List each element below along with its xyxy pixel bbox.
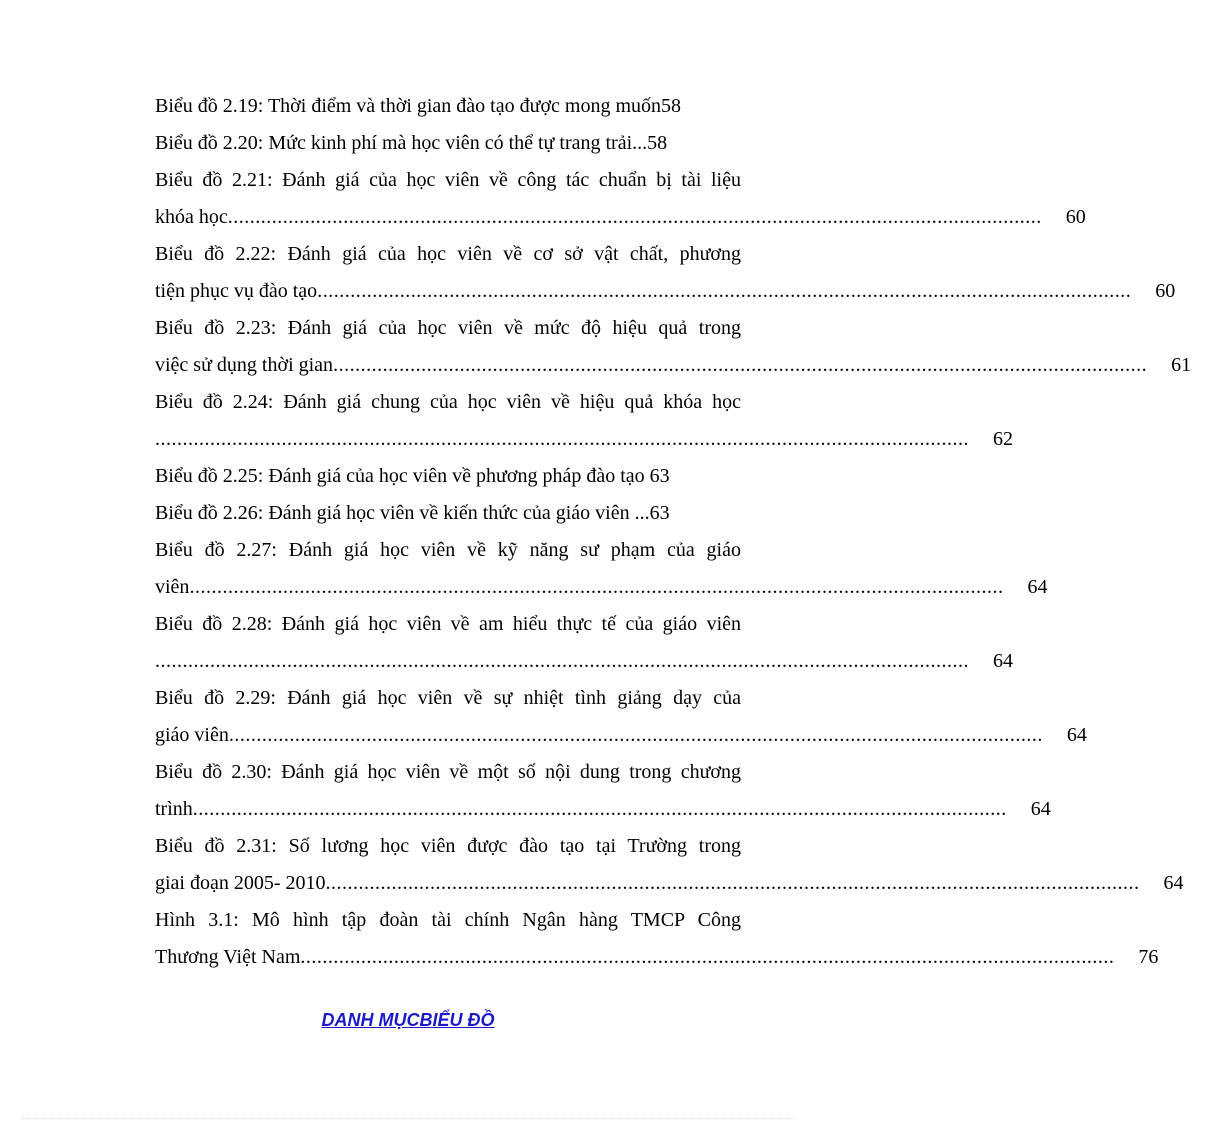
toc-entry-2-27[interactable] xyxy=(155,532,1048,606)
toc-entry-continuation: việc sử dụng thời gian xyxy=(155,354,334,376)
toc-entry-last-line xyxy=(155,717,1087,754)
toc-entry-continuation: giáo viên xyxy=(155,724,229,746)
toc-entry-text: Biểu đồ 2.22: Đánh giá của học viên về cơ sở vật chất, phương xyxy=(155,243,741,265)
toc-entry-text: Biểu đồ 2.25: Đánh giá của học viên về phương pháp đào tạo 63 xyxy=(155,465,670,487)
toc-entry-last-line xyxy=(155,199,1086,236)
toc-entry-text: Biểu đồ 2.26: Đánh giá học viên về kiến thức của giáo viên ...63 xyxy=(155,502,670,524)
toc-entry-2-26[interactable] xyxy=(155,495,741,532)
toc-entry-last-line xyxy=(155,273,1176,310)
toc-page-number: 64 xyxy=(1027,576,1048,598)
toc-entry-text: Biểu đồ 2.31: Số lương học viên được đào tạo tại Trường trong xyxy=(155,835,741,857)
toc-entry-2-21[interactable] xyxy=(155,162,1086,236)
toc-entry-text: Biểu đồ 2.19: Thời điểm và thời gian đào tạo được mong muốn58 xyxy=(155,95,682,117)
toc-entry-continuation: viên xyxy=(155,576,190,598)
toc-page-number: 62 xyxy=(993,428,1013,450)
dot-leader: .................................................................................................................................................... xyxy=(192,798,1007,820)
dot-leader: .................................................................................................................................................... xyxy=(189,576,1004,598)
dot-leader: .................................................................................................................................................... xyxy=(300,946,1115,968)
toc-entry-text: Biểu đồ 2.23: Đánh giá của học viên về mức độ hiệu quả trong xyxy=(155,317,741,339)
toc-page-number: 64 xyxy=(1066,724,1087,746)
toc-entry-2-30[interactable] xyxy=(155,754,1051,828)
toc-entry-2-28[interactable] xyxy=(155,606,1013,680)
toc-entry-2-20[interactable] xyxy=(155,125,741,162)
toc-entry-continuation: Thương Việt Nam xyxy=(155,946,301,968)
toc-entry-last-line xyxy=(155,347,1192,384)
toc-entry-last-line xyxy=(155,643,1013,680)
toc-entry-text: Biểu đồ 2.27: Đánh giá học viên về kỹ năng sư phạm của giáo xyxy=(155,539,741,561)
toc-entry-text: Biểu đồ 2.24: Đánh giá chung của học viên về hiệu quả khóa học xyxy=(155,391,741,413)
toc-entry-text: Hình 3.1: Mô hình tập đoàn tài chính Ngân hàng TMCP Công xyxy=(155,909,741,931)
toc-page-number: 64 xyxy=(1163,872,1184,894)
toc-entry-continuation: tiện phục vụ đào tạo xyxy=(155,280,318,302)
dot-leader: .................................................................................................................................................... xyxy=(333,354,1148,376)
toc-entry-2-25[interactable] xyxy=(155,458,741,495)
toc-page-number: 61 xyxy=(1171,354,1192,376)
toc-page-number: 64 xyxy=(1030,798,1051,820)
toc-entry-last-line xyxy=(155,569,1048,606)
toc-entry-text: Biểu đồ 2.21: Đánh giá của học viên về công tác chuẩn bị tài liệu xyxy=(155,169,741,191)
toc-entry-2-23[interactable] xyxy=(155,310,1192,384)
toc-entry-last-line xyxy=(155,939,1159,976)
toc-page-number: 64 xyxy=(993,650,1013,672)
section-heading-link[interactable]: DANH MỤCBIỂU ĐỒ xyxy=(321,1010,495,1030)
toc-entry-continuation: trình xyxy=(155,798,193,820)
dot-leader: .................................................................................................................................................... xyxy=(325,872,1140,894)
dot-leader: .................................................................................................................................................... xyxy=(227,206,1042,228)
dot-leader: .................................................................................................................................................... xyxy=(155,650,969,672)
toc-page-number: 60 xyxy=(1065,206,1086,228)
toc-entry-last-line xyxy=(155,791,1051,828)
toc-entry-text: Biểu đồ 2.20: Mức kinh phí mà học viên có thể tự trang trải...58 xyxy=(155,132,668,154)
page-bottom-rule xyxy=(22,1118,794,1119)
toc-entry-continuation: giai đoạn 2005- 2010 xyxy=(155,872,326,894)
toc-entry-2-31[interactable] xyxy=(155,828,1184,902)
toc-entry-2-22[interactable] xyxy=(155,236,1176,310)
toc-entry-hinh-3-1[interactable] xyxy=(155,902,1159,976)
dot-leader: .................................................................................................................................................... xyxy=(155,428,969,450)
toc-entry-text: Biểu đồ 2.29: Đánh giá học viên về sự nhiệt tình giảng dạy của xyxy=(155,687,741,709)
toc-entry-last-line xyxy=(155,421,1013,458)
toc-entry-continuation: khóa học xyxy=(155,206,228,228)
toc-page-number: 60 xyxy=(1155,280,1176,302)
table-of-contents xyxy=(155,88,1192,976)
toc-entry-2-29[interactable] xyxy=(155,680,1087,754)
dot-leader: .................................................................................................................................................... xyxy=(228,724,1043,746)
toc-page-number: 76 xyxy=(1138,946,1159,968)
toc-entry-2-19[interactable] xyxy=(155,88,741,125)
toc-entry-text: Biểu đồ 2.28: Đánh giá học viên về am hiểu thực tế của giáo viên xyxy=(155,613,741,635)
toc-entry-last-line xyxy=(155,865,1184,902)
toc-entry-text: Biểu đồ 2.30: Đánh giá học viên về một số nội dung trong chương xyxy=(155,761,741,783)
dot-leader: .................................................................................................................................................... xyxy=(317,280,1132,302)
toc-entry-2-24[interactable] xyxy=(155,384,1013,458)
